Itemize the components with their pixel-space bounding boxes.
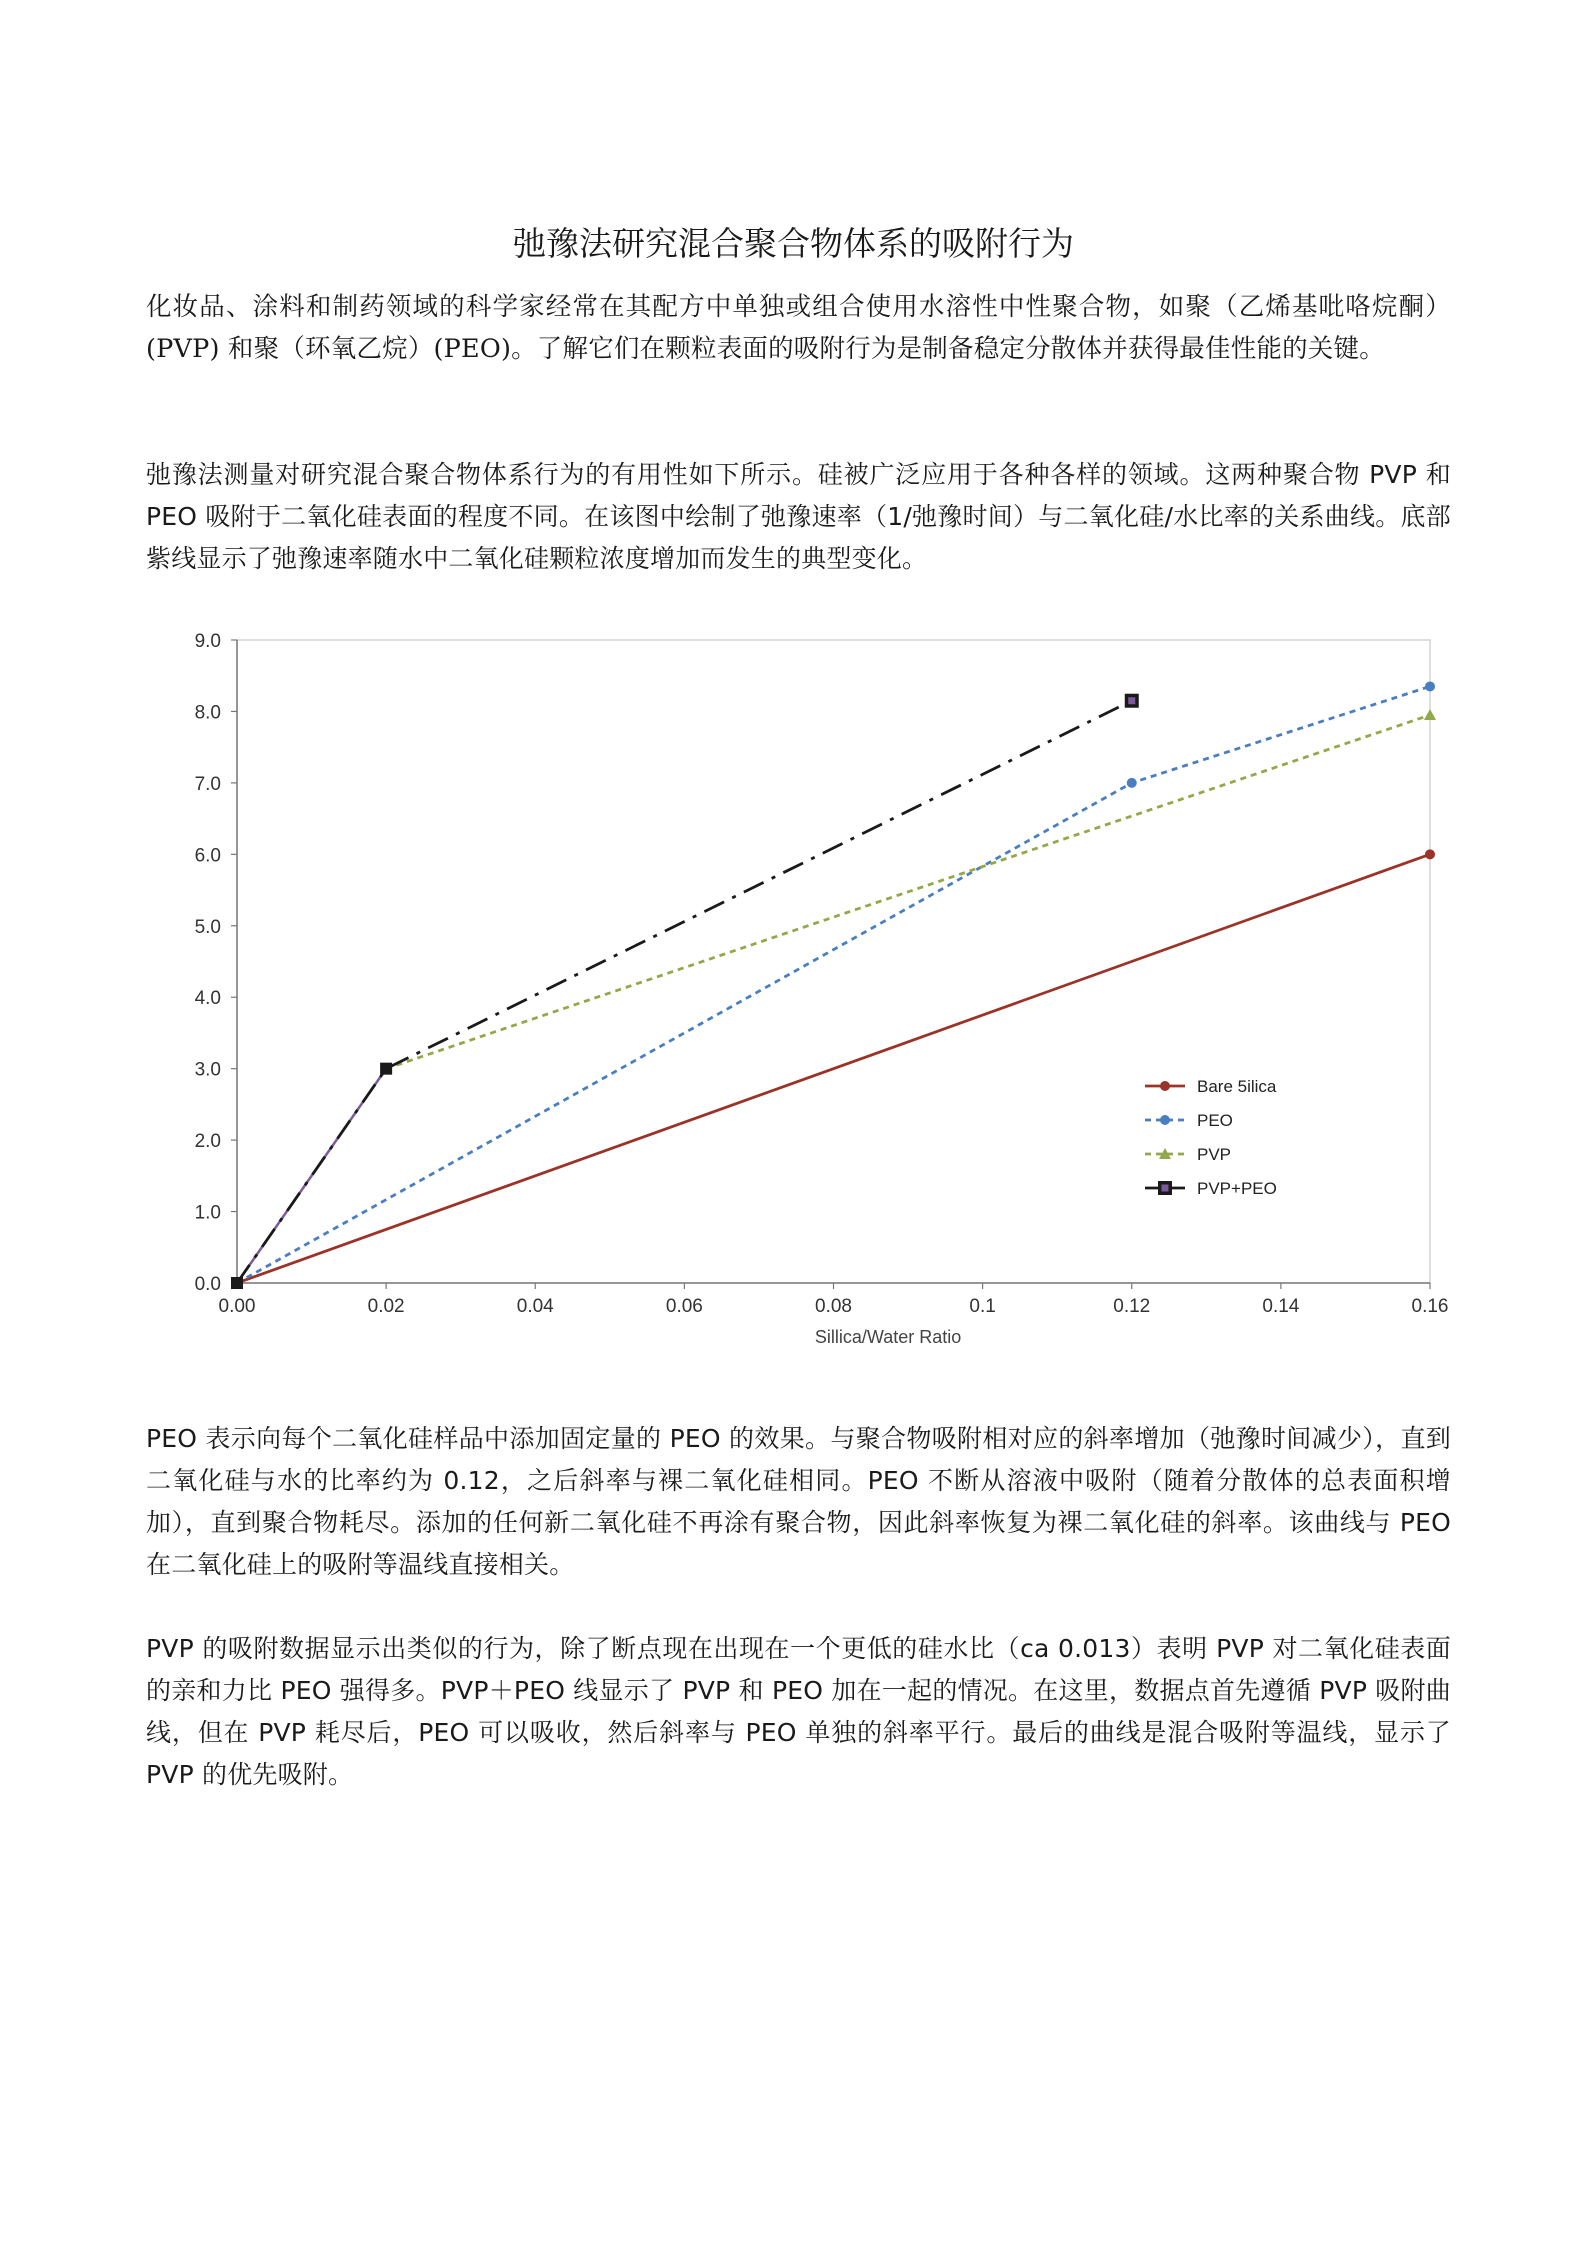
series-bare-5ilica-line	[237, 854, 1430, 1283]
legend-pvp-peo-marker-inner	[1162, 1185, 1169, 1192]
y-tick-label: 8.0	[194, 702, 221, 724]
x-axis-title: Sillica/Water Ratio	[814, 1327, 962, 1347]
y-tick-label: 9.0	[194, 631, 221, 652]
x-tick-label: 0.04	[516, 1296, 554, 1317]
x-tick-label: 0.12	[1113, 1296, 1151, 1317]
series-pvp-peo-point-inner	[1128, 697, 1135, 704]
series-pvp-point	[1424, 709, 1436, 720]
legend-pvp-label: PVP	[1197, 1145, 1232, 1164]
y-tick-label: 5.0	[194, 916, 221, 938]
x-tick-label: 0.02	[367, 1296, 405, 1317]
paragraph-peo: PEO 表示向每个二氧化硅样品中添加固定量的 PEO 的效果。与聚合物吸附相对应的斜率增加（弛豫时间减少），直到二氧化硅与水的比率约为 0.12，之后斜率与裸二氧化硅相同。PEO 不断从溶液中吸附（随着分散体的总表面积增加），直到聚合物耗尽。添加的任何新二氧化硅不再涂有聚合物，因此斜率恢复为裸二氧化硅的斜率。该曲线与 PEO 在二氧化硅上的吸附等温线直接相关。	[146, 1424, 1451, 1579]
relaxation-rate-chart	[140, 620, 1470, 1360]
paragraph-intro: 化妆品、涂料和制药领域的科学家经常在其配方中单独或组合使用水溶性中性聚合物，如聚（乙烯基吡咯烷酮）(PVP) 和聚（环氧乙烷）(PEO)。了解它们在颗粒表面的吸附行为是制备稳定分散体并获得最佳性能的关键。	[146, 292, 1451, 364]
x-tick-label: 0.08	[815, 1296, 852, 1317]
series-pvp-line	[386, 715, 1430, 1069]
y-tick-label: 7.0	[194, 773, 221, 795]
x-tick-label: 0.1	[969, 1296, 996, 1317]
series-bare-5ilica-point	[1425, 849, 1435, 859]
x-tick-label: 0.16	[1411, 1296, 1449, 1317]
x-tick-label: 0.14	[1262, 1296, 1300, 1317]
paragraph-pvp: PVP 的吸附数据显示出类似的行为，除了断点现在出现在一个更低的硅水比（ca 0.013）表明 PVP 对二氧化硅表面的亲和力比 PEO 强得多。PVP＋PEO 线显示了 PVP 和 PEO 加在一起的情况。在这里，数据点首先遵循 PVP 吸附曲线，但在 PVP 耗尽后，PEO 可以吸收，然后斜率与 PEO 单独的斜率平行。最后的曲线是混合吸附等温线，显示了 PVP 的优先吸附。	[146, 1634, 1451, 1789]
y-tick-label: 3.0	[194, 1059, 221, 1081]
legend-peo-label: PEO	[1197, 1111, 1233, 1130]
series-pvp-peo-line	[237, 701, 1132, 1283]
series-peo-point	[1425, 681, 1435, 691]
y-tick-label: 6.0	[194, 845, 221, 867]
legend-bare-5ilica-label: Bare 5ilica	[1197, 1077, 1277, 1096]
legend-bare-5ilica-marker	[1160, 1081, 1170, 1091]
x-tick-label: 0.00	[218, 1296, 256, 1317]
y-tick-label: 1.0	[194, 1202, 221, 1224]
page-title: 弛豫法研究混合聚合物体系的吸附行为	[513, 224, 1074, 263]
legend-pvp-peo-label: PVP+PEO	[1197, 1179, 1277, 1198]
y-tick-label: 0.0	[194, 1274, 221, 1295]
series-pvp-peo-point	[380, 1063, 392, 1075]
y-tick-label: 2.0	[194, 1131, 221, 1153]
legend-peo-marker	[1160, 1115, 1170, 1125]
series-peo-point	[1127, 778, 1137, 788]
paragraph-method: 弛豫法测量对研究混合聚合物体系行为的有用性如下所示。硅被广泛应用于各种各样的领域。这两种聚合物 PVP 和 PEO 吸附于二氧化硅表面的程度不同。在该图中绘制了弛豫速率（1/弛豫时间）与二氧化硅/水比率的关系曲线。底部紫线显示了弛豫速率随水中二氧化硅颗粒浓度增加而发生的典型变化。	[146, 460, 1451, 573]
series-pvp-peo-point	[231, 1277, 243, 1289]
y-tick-label: 4.0	[194, 988, 221, 1010]
x-tick-label: 0.06	[665, 1296, 703, 1317]
